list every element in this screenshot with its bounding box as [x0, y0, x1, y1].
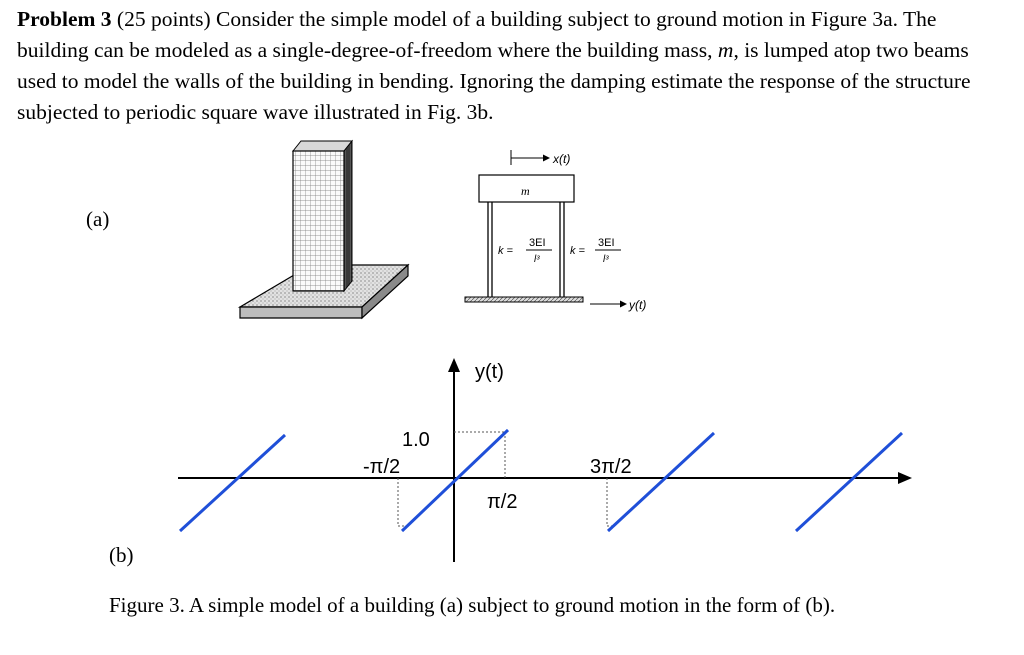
stiffness-right-k: k =: [570, 245, 585, 257]
stiffness-right-num: 3EI: [598, 237, 615, 249]
panel-label-a: (a): [86, 207, 110, 231]
y-displacement-label: y(t): [629, 298, 647, 312]
stiffness-left-k: k =: [498, 245, 513, 257]
stiffness-right-den: l³: [603, 254, 609, 265]
stiffness-left-den: l³: [534, 254, 540, 265]
sawtooth-segment: [180, 435, 285, 531]
tower-front: [293, 151, 344, 291]
sawtooth-segment: [608, 433, 714, 531]
y-axis-label: y(t): [475, 361, 504, 383]
t-axis-arrow: [898, 472, 912, 484]
tower-side: [344, 141, 352, 291]
half-pi-label: π/2: [487, 491, 518, 513]
figure-caption: Figure 3. A simple model of a building (a) subject to ground motion in the form of (b).: [109, 593, 836, 617]
three-half-pi-label: 3π/2: [590, 456, 632, 478]
building-illustration: [240, 141, 408, 318]
sawtooth-segment: [796, 433, 902, 531]
panel-label-b: (b): [109, 543, 134, 567]
problem-text-2: , is lumped atop two beams used to model the walls of the building in bending. Ignoring the damping estimate the response of the structure subjected to periodic square wave illustrated in Fig. 3b.: [17, 38, 971, 124]
y-arrow-head: [620, 301, 627, 308]
tower-roof: [293, 141, 352, 151]
ground-slab-front: [240, 307, 362, 318]
sdof-schematic: [465, 150, 627, 308]
problem-text-1: (25 points) Consider the simple model of a building subject to ground motion in Figure 3a. The building can be modeled as a single-degree-of-freedom where the building mass,: [17, 7, 937, 62]
mass-label: m: [521, 184, 530, 198]
problem-number: Problem 3: [17, 7, 112, 31]
amplitude-label: 1.0: [402, 429, 430, 451]
ground-base: [465, 297, 583, 302]
ground-motion-plot: [178, 358, 912, 562]
x-arrow-head: [543, 155, 550, 162]
y-axis-arrow: [448, 358, 460, 372]
stiffness-left-num: 3EI: [529, 237, 546, 249]
x-displacement-label: x(t): [553, 152, 571, 166]
mass-variable: m: [717, 38, 734, 62]
neg-half-pi-label: -π/2: [363, 456, 401, 478]
